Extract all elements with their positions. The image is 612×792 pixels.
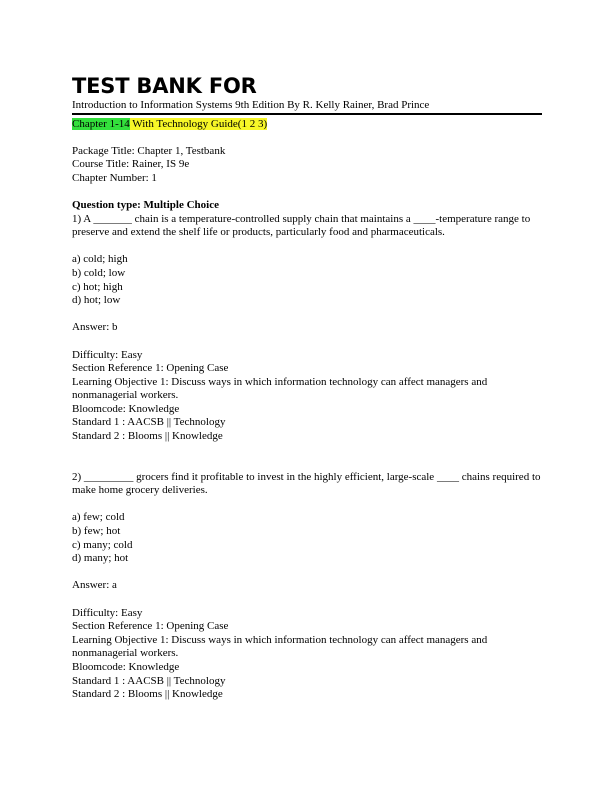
question-2 [72,471,542,702]
question-2-option-d: d) many; hot [72,552,129,565]
question-1-option-a: a) cold; high [72,253,128,266]
question-2-bloomcode: Bloomcode: Knowledge [72,660,180,673]
question-1-option-c: c) hot; high [72,280,123,293]
question-2-learning-objective: Learning Objective 1: Discuss ways in which information technology can affect managers and nonmanagerial workers. [72,633,488,660]
question-2-difficulty: Difficulty: Easy [72,606,143,619]
question-1-learning-objective: Learning Objective 1: Discuss ways in which information technology can affect managers and nonmanagerial workers. [72,375,488,402]
question-2-metadata [72,607,542,702]
question-2-text: 2) _________ grocers find it profitable to invest in the highly efficient, large-scale ____ chains required to make home grocery deliveries. [72,470,541,497]
question-2-option-b: b) few; hot [72,525,121,538]
question-1-options [72,253,542,307]
question-2-standard-2: Standard 2 : Blooms || Knowledge [72,688,223,701]
book-subtitle: Introduction to Information Systems 9th Edition By R. Kelly Rainer, Brad Prince [72,99,430,111]
chapter-number: Chapter Number: 1 [72,171,157,184]
question-2-answer: Answer: a [72,579,117,592]
chapter-range-highlight: Chapter 1-14 [72,117,130,130]
question-2-standard-1: Standard 1 : AACSB || Technology [72,674,226,687]
question-1-answer: Answer: b [72,321,118,334]
question-1-standard-1: Standard 1 : AACSB || Technology [72,416,226,429]
banner-title: TEST BANK FOR [72,74,257,98]
question-2-section-reference: Section Reference 1: Opening Case [72,620,229,633]
document-page [72,74,542,715]
question-2-options [72,511,542,565]
question-1-standard-2: Standard 2 : Blooms || Knowledge [72,430,223,443]
question-1-metadata [72,349,542,444]
question-1-bloomcode: Bloomcode: Knowledge [72,402,180,415]
question-1-option-d: d) hot; low [72,294,121,307]
question-1-difficulty: Difficulty: Easy [72,348,143,361]
question-2-option-c: c) many; cold [72,538,133,551]
package-info [72,145,542,186]
course-title: Course Title: Rainer, IS 9e [72,158,190,171]
question-1-option-b: b) cold; low [72,266,126,279]
technology-guide-highlight: With Technology Guide(1 2 3) [129,117,268,130]
chapter-line [72,117,542,131]
question-1-text: 1) A _______ chain is a temperature-controlled supply chain that maintains a ____-temperature range to preserve and extend the shelf life or products, particularly food and pharmaceuticals. [72,212,531,239]
question-type-heading: Question type: Multiple Choice [72,198,219,211]
question-2-option-a: a) few; cold [72,511,125,524]
header-rule [72,113,542,115]
package-title: Package Title: Chapter 1, Testbank [72,144,226,157]
question-1-section-reference: Section Reference 1: Opening Case [72,362,229,375]
question-1 [72,213,542,444]
